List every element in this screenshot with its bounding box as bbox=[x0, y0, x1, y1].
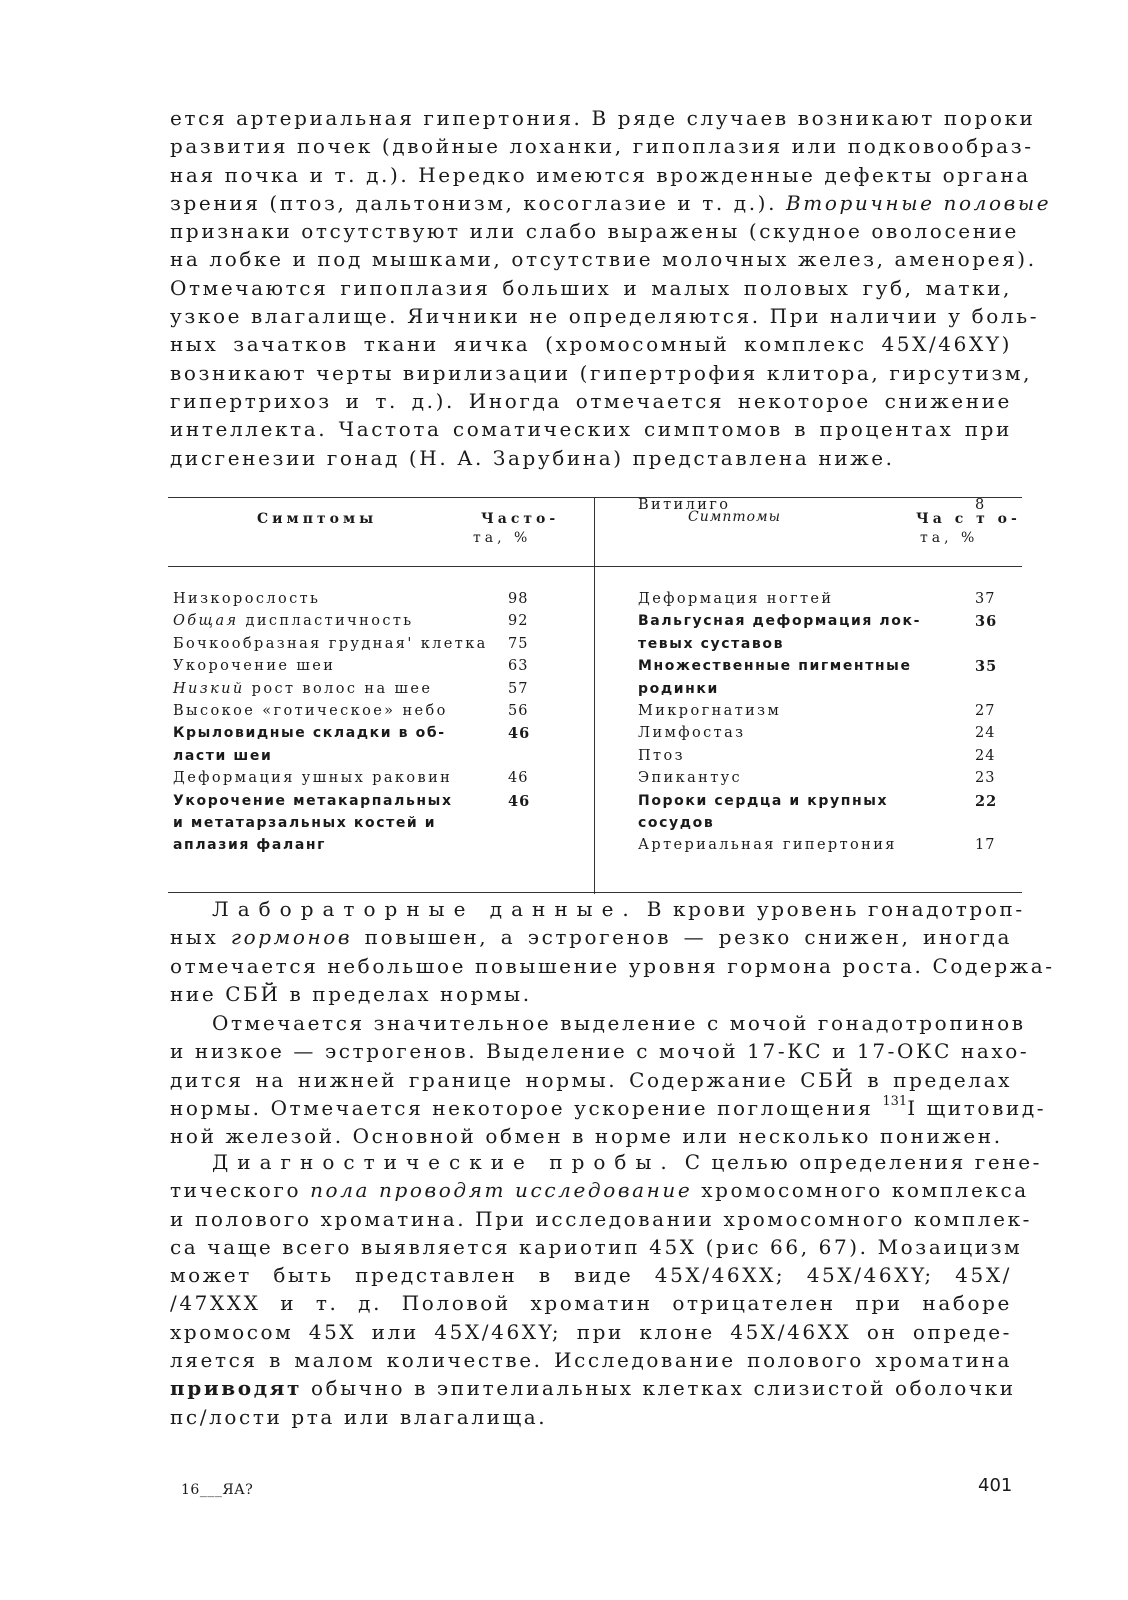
text-line: ляется в малом количестве. Исследование полового хроматина bbox=[170, 1348, 1012, 1373]
text-segment: нормы. Отмечается некоторое ускорение поглощения bbox=[170, 1095, 883, 1120]
frequency-cell: 98 bbox=[508, 591, 529, 607]
symptom-text: ласти шеи bbox=[173, 747, 273, 764]
text-line: интеллекта. Частота соматических симптомов в процентах при bbox=[170, 417, 1012, 442]
frequency-cell: 22 bbox=[975, 792, 998, 810]
symptom-cell bbox=[638, 681, 719, 697]
symptom-cell bbox=[173, 748, 272, 764]
frequency-cell: 8 bbox=[975, 497, 986, 513]
frequency-cell: 23 bbox=[975, 770, 996, 787]
italic-term: гормонов bbox=[230, 925, 353, 950]
frequency-cell: 75 bbox=[508, 635, 529, 652]
text-line: са чаще всего выявляется кариотип 45X (рис 66, 67). Мозаицизм bbox=[170, 1234, 1023, 1259]
italic-term: Общая bbox=[173, 613, 239, 630]
text-line: Отмечается значительное выделение с мочой гонадотропинов bbox=[212, 1011, 1026, 1035]
text-segment: I щитовид- bbox=[907, 1095, 1047, 1120]
symptom-text: Крыловидные складки в об- bbox=[173, 725, 446, 742]
symptom-text: Витилиго bbox=[638, 497, 731, 513]
text-line: ной железой. Основной обмен в норме или несколько понижен. bbox=[170, 1124, 1003, 1149]
excretion-paragraph bbox=[170, 1009, 1047, 1150]
symptom-text: Микрогнатизм bbox=[638, 703, 782, 719]
text-line: может быть представлен в виде 45X/46XX; 45X/46XY; 45X/ bbox=[170, 1263, 1012, 1288]
symptom-cell bbox=[173, 725, 446, 741]
symptom-cell bbox=[173, 591, 320, 607]
symptom-text: Множественные пигментные bbox=[638, 658, 912, 675]
symptom-text: Укорочение метакарпальных bbox=[173, 792, 453, 809]
symptom-text: Эпикантус bbox=[638, 770, 743, 787]
symptom-text: рост волос на шее bbox=[244, 680, 433, 697]
frequency-cell: 17 bbox=[975, 837, 996, 854]
text-line: возникают черты вирилизации (гипертрофия клитора, гирсутизм, bbox=[170, 360, 1033, 385]
symptom-text: сосудов bbox=[638, 815, 715, 831]
intro-paragraph bbox=[170, 104, 1052, 472]
symptom-text: диспластичность bbox=[238, 613, 414, 630]
text-line bbox=[170, 895, 1025, 923]
text-segment: тического bbox=[170, 1178, 311, 1203]
text-line: признаки отсутствуют или слабо выражены (скудное оволосение bbox=[170, 219, 1019, 244]
diagnostic-paragraph bbox=[170, 1148, 1042, 1431]
text-segment: зрения (птоз, дальтонизм, косоглазие и т. д.). bbox=[170, 190, 786, 215]
text-segment: С целью определения гене- bbox=[675, 1150, 1042, 1174]
frequency-cell: 27 bbox=[975, 703, 996, 719]
text-line: гипертрихоз и т. д.). Иногда отмечается некоторое снижение bbox=[170, 388, 1012, 413]
footer-signature: 16___ЯА? bbox=[181, 1482, 254, 1498]
text-line bbox=[170, 923, 1012, 951]
symptom-cell bbox=[173, 613, 414, 629]
symptom-cell bbox=[173, 636, 488, 652]
symptom-text: Низкорослость bbox=[173, 591, 321, 607]
symptom-cell bbox=[173, 681, 432, 697]
symptom-cell bbox=[173, 658, 335, 674]
symptom-frequency-table bbox=[168, 497, 1022, 894]
symptom-cell bbox=[638, 497, 730, 513]
text-line: дисгенезии гонад (Н. А. Зарубина) представлена ниже. bbox=[170, 445, 895, 470]
symptom-text: и метатарзальных костей и bbox=[173, 815, 437, 831]
frequency-cell: 92 bbox=[508, 613, 529, 630]
symptom-text: Пороки сердца и крупных bbox=[638, 792, 889, 809]
symptom-cell bbox=[638, 658, 912, 674]
symptom-text: Высокое «готическое» небо bbox=[173, 703, 448, 719]
right-header-frequency: Ча с т о- bbox=[916, 511, 1021, 527]
text-line: дится на нижней границе нормы. Содержание СБЙ в пределах bbox=[170, 1067, 1012, 1092]
symptom-cell bbox=[638, 725, 745, 741]
left-header-frequency: Часто- bbox=[481, 511, 560, 527]
symptom-text: Птоз bbox=[638, 747, 685, 764]
bold-term: приводят bbox=[170, 1376, 302, 1401]
text-line: пс/лости рта или влагалища. bbox=[170, 1404, 548, 1429]
text-segment: повышен, а эстрогенов — резко снижен, иногда bbox=[352, 925, 1012, 950]
symptom-text: Бочкообразная грудная' клетка bbox=[173, 635, 488, 652]
text-line: ных зачатков ткани яичка (хромосомный комплекс 45X/46XY) bbox=[170, 332, 1012, 357]
right-header-frequency-unit: та, % bbox=[920, 530, 979, 546]
text-line: развития почек (двойные лоханки, гипоплазия или подковообраз- bbox=[170, 134, 1034, 159]
text-segment: В крови уровень гонадотроп- bbox=[637, 897, 1025, 921]
symptom-text: тевых суставов bbox=[638, 635, 785, 652]
text-line: хромосом 45X или 45X/46XY; при клоне 45X/46XX он опреде- bbox=[170, 1319, 1012, 1344]
section-heading: Диагностические пробы. bbox=[212, 1150, 676, 1174]
text-segment: обычно в эпителиальных клетках слизистой оболочки bbox=[302, 1376, 1016, 1401]
italic-term: Низкий bbox=[173, 680, 245, 697]
lab-data-paragraph bbox=[170, 895, 1055, 1008]
symptom-cell bbox=[173, 815, 436, 831]
symptom-cell bbox=[638, 770, 742, 786]
symptom-cell bbox=[638, 815, 714, 831]
frequency-cell: 35 bbox=[975, 658, 998, 676]
text-line: Отмечаются гипоплазия больших и малых половых губ, матки, bbox=[170, 275, 1012, 300]
text-line: ние СБЙ в пределах нормы. bbox=[170, 981, 532, 1006]
symptom-text: Вальгусная деформация лок- bbox=[638, 613, 922, 630]
symptom-cell bbox=[638, 703, 781, 719]
italic-term: Вторичные половые bbox=[786, 190, 1052, 215]
italic-term: пола проводят исследование bbox=[310, 1178, 693, 1203]
text-line: ная почка и т. д.). Нередко имеются врожденные дефекты органа bbox=[170, 162, 1031, 187]
text-line: узкое влагалище. Яичники не определяются. При наличии у боль- bbox=[170, 304, 1040, 329]
text-line bbox=[170, 1093, 1047, 1122]
frequency-cell: 36 bbox=[975, 613, 998, 631]
symptom-cell bbox=[173, 703, 448, 719]
frequency-cell: 56 bbox=[508, 703, 529, 719]
symptom-text: родинки bbox=[638, 680, 719, 697]
text-line bbox=[170, 1176, 1029, 1204]
symptom-text: Укорочение шеи bbox=[173, 658, 336, 675]
text-segment: хромосомного комплекса bbox=[692, 1178, 1029, 1203]
symptom-text: Деформация ушных раковин bbox=[173, 770, 453, 787]
symptom-cell bbox=[638, 748, 685, 764]
symptom-cell bbox=[638, 837, 897, 853]
symptom-text: аплазия фаланг bbox=[173, 837, 327, 854]
frequency-cell: 46 bbox=[508, 770, 529, 787]
frequency-cell: 37 bbox=[975, 591, 996, 607]
text-line bbox=[170, 1148, 1042, 1176]
left-header-symptoms: Симптомы bbox=[257, 511, 378, 527]
isotope-superscript: 131 bbox=[882, 1093, 908, 1109]
frequency-cell: 24 bbox=[975, 747, 996, 764]
frequency-cell: 24 bbox=[975, 725, 996, 742]
symptom-text: Деформация ногтей bbox=[638, 591, 834, 607]
text-line bbox=[170, 189, 1052, 217]
symptom-cell bbox=[638, 793, 888, 809]
symptom-cell bbox=[173, 837, 326, 853]
text-line: отмечается небольшое повышение уровня гормона роста. Содержа- bbox=[170, 953, 1055, 978]
text-line: на лобке и под мышками, отсутствие молочных желез, аменорея). bbox=[170, 247, 1037, 272]
text-segment: ных bbox=[170, 925, 231, 950]
symptom-text: Лимфостаз bbox=[638, 725, 746, 742]
symptom-cell bbox=[173, 793, 453, 809]
frequency-cell: 46 bbox=[508, 725, 531, 743]
right-header-symptoms: Симптомы bbox=[688, 509, 782, 525]
text-line: ется артериальная гипертония. В ряде случаев возникают пороки bbox=[170, 106, 1036, 130]
text-line: и низкое — эстрогенов. Выделение с мочой 17-КС и 17-ОКС нахо- bbox=[170, 1039, 1030, 1064]
text-line: и полового хроматина. При исследовании хромосомного комплек- bbox=[170, 1206, 1033, 1231]
symptom-cell bbox=[638, 591, 833, 607]
frequency-cell: 63 bbox=[508, 658, 529, 675]
text-line: /47XXX и т. д. Половой хроматин отрицателен при наборе bbox=[170, 1291, 1012, 1316]
frequency-cell: 57 bbox=[508, 680, 529, 697]
table-column-divider bbox=[594, 497, 595, 894]
page-number: 401 bbox=[978, 1475, 1013, 1496]
section-heading: Лабораторные данные. bbox=[212, 897, 638, 921]
symptom-cell bbox=[638, 636, 784, 652]
symptom-cell bbox=[173, 770, 452, 786]
symptom-cell bbox=[638, 613, 921, 629]
left-header-frequency-unit: та, % bbox=[473, 530, 532, 546]
text-line bbox=[170, 1374, 1016, 1402]
symptom-text: Артериальная гипертония bbox=[638, 837, 897, 854]
frequency-cell: 46 bbox=[508, 792, 531, 810]
